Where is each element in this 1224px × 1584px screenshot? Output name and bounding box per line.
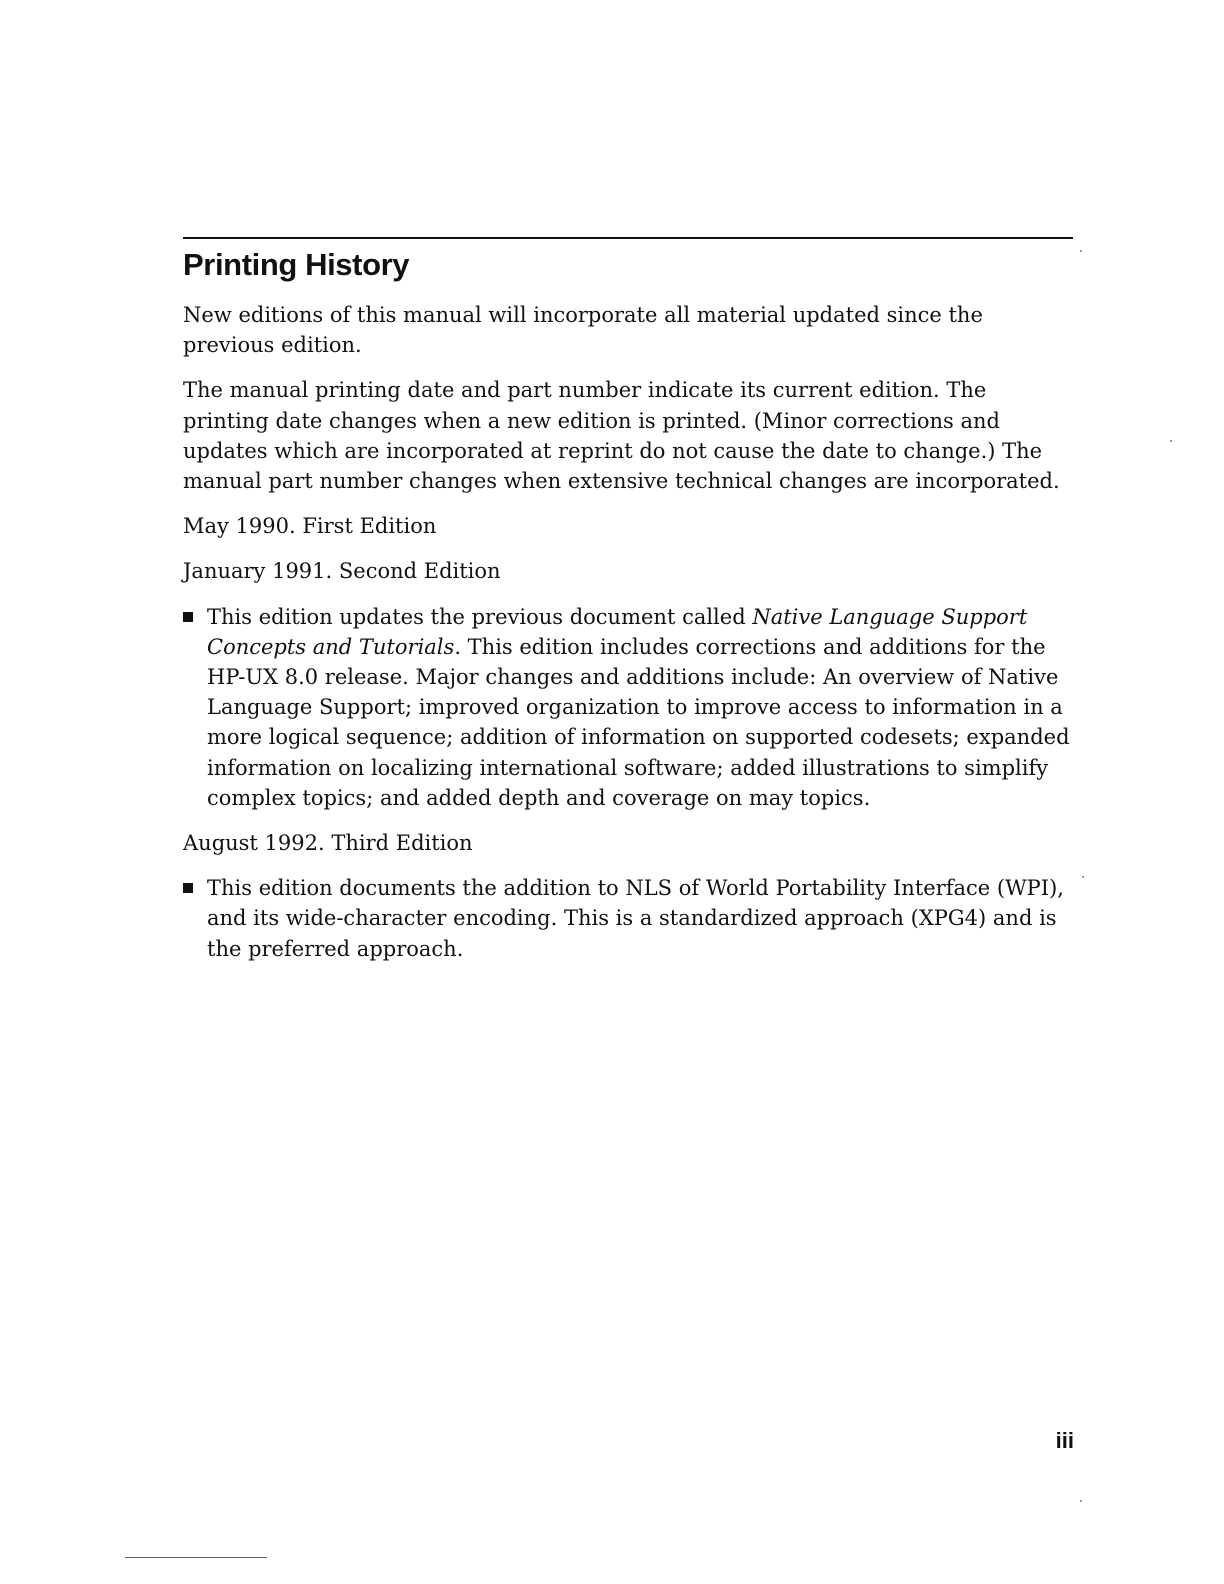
edition-second-date: January 1991. Second Edition [183,559,501,584]
page-title: Printing History [183,247,410,282]
scan-speck [1082,876,1084,878]
bullet-square-icon [183,612,193,622]
printing-history-body [183,300,1073,979]
footer-link-underline [125,1557,267,1558]
edition-third-note [183,873,1073,964]
edition-second-note-title: Native Language Support Concepts and Tutorials [207,604,1028,659]
scan-speck [1080,250,1082,252]
edition-third-date: August 1992. Third Edition [183,831,473,856]
edition-first-date: May 1990. First Edition [183,514,437,539]
paragraph-printing-date: The manual printing date and part number indicate its current edition. The printing date changes when a new edition is printed. (Minor corrections and updates which are incorporated at reprint do not cause the date to change.) The manual part number changes when extensive technical changes are incorporated. [183,378,1060,494]
page-number: iii [1055,1428,1074,1453]
bullet-square-icon [183,883,193,893]
edition-third-note-text: This edition documents the addition to NLS of World Portability Interface (WPI), and its wide-character encoding. This is a standardized approach (XPG4) and is the preferred approach. [207,876,1064,961]
edition-second-note-intro: This edition updates the previous document called [207,604,753,629]
scan-speck [1080,1500,1082,1502]
edition-second-note [183,602,1073,813]
scan-speck [1170,440,1172,442]
edition-second-note-rest: . This edition includes corrections and additions for the HP-UX 8.0 release. Major changes and additions include: An overview of Native Language Support; improved organization to improve access to information in a more logical sequence; addition of information on supported codesets; expanded information on localizing international software; added illustrations to simplify complex topics; and added depth and coverage on may topics. [207,634,1070,810]
paragraph-new-editions: New editions of this manual will incorporate all material updated since the previous edition. [183,303,983,358]
heading-rule [183,237,1073,239]
